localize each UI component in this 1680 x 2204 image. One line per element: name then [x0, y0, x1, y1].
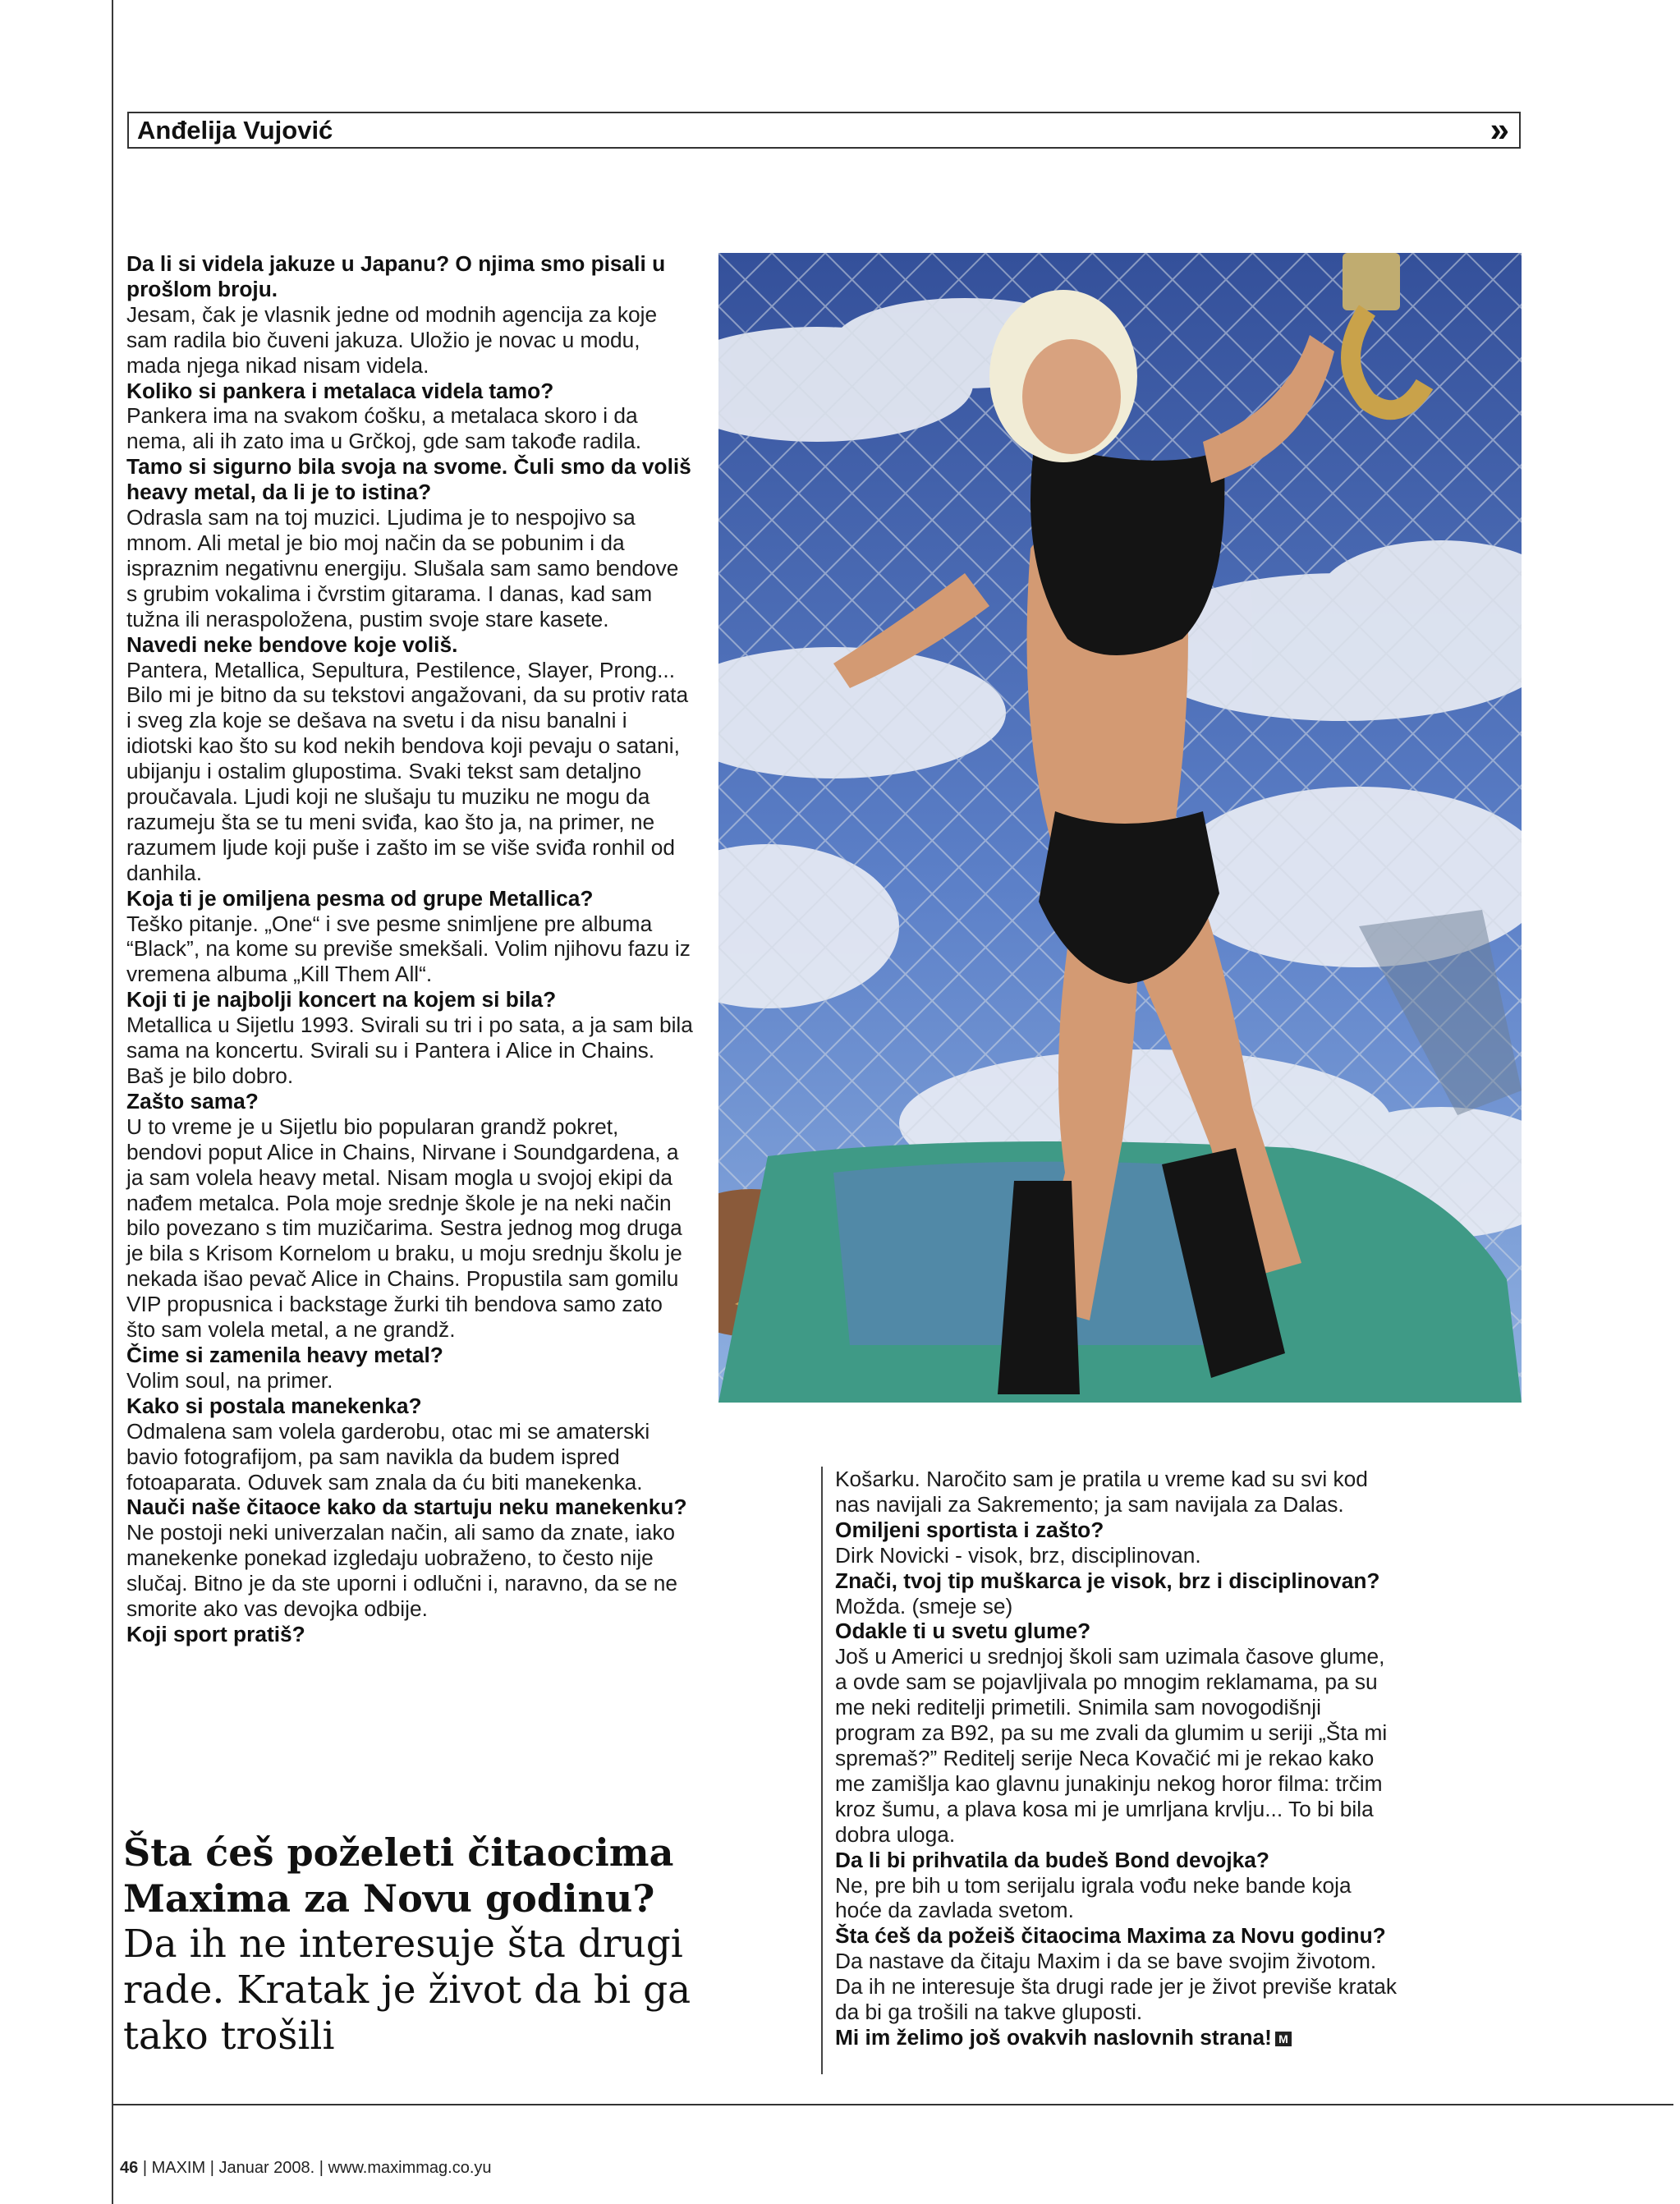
- folio: [120, 2158, 492, 2178]
- left-text-column: [126, 251, 693, 1647]
- interview-question: Navedi neke bendove koje voliš.: [126, 631, 458, 657]
- interview-question: Čime si zamenila heavy metal?: [126, 1342, 443, 1367]
- interview-question: Nauči naše čitaoce kako da startuju neku manekenku?: [126, 1495, 687, 1520]
- interview-answer: Teško pitanje. „One“ i sve pesme snimljene pre albuma “Black”, na kome su previše smekšali. Volim njihovu fazu iz vremena albuma „Kill Them All“.: [126, 911, 691, 987]
- interview-question: Zašto sama?: [126, 1088, 259, 1113]
- interview-question: Koliko si pankera i metalaca videla tamo?: [126, 378, 554, 403]
- interview-question: Omiljeni sportista i zašto?: [835, 1517, 1104, 1542]
- issue-date: Januar 2008.: [218, 2159, 315, 2177]
- interview-answer: Možda. (smeje se): [835, 1593, 1013, 1619]
- folio-sep: |: [142, 2159, 152, 2177]
- page-number: 46: [120, 2159, 139, 2177]
- interview-answer: Ne, pre bih u tom serijalu igrala vođu neke bande koja hoće da zavlada svetom.: [835, 1872, 1352, 1923]
- pullquote: [123, 1830, 698, 2059]
- right-text-column: [835, 1467, 1402, 2050]
- interview-question: Koja ti je omiljena pesma od grupe Metallica?: [126, 885, 594, 911]
- page-margin-rule: [112, 0, 113, 2204]
- interview-answer: Pantera, Metallica, Sepultura, Pestilence, Slayer, Prong... Bilo mi je bitno da su tekstovi angažovani, da su protiv rata i sveg zla koje se dešava na svetu i da nisu banalni i idiotski kao što su kod nekih bendova koji pevaju o satani, ubijanju i ostalim glupostima. Svaki tekst sam detaljno proučavala. Ljudi koji ne slušaju tu muziku ne mogu da razumeju šta se tu meni sviđa, kao što ja, na primer, ne razumem ljude koji puše i zašto im se više sviđa ronhil od danhila.: [126, 657, 689, 885]
- interview-answer: Da nastave da čitaju Maxim i da se bave svojim životom. Da ih ne interesuje šta drugi rade jer je život previše kratak da bi ga trošili na takve gluposti.: [835, 1949, 1398, 2025]
- closing-line: [835, 2025, 1402, 2050]
- interview-question: Odakle ti u svetu glume?: [835, 1619, 1091, 1644]
- article-header-bar: [127, 112, 1521, 149]
- footer-rule: [113, 2104, 1673, 2105]
- interview-answer: Jesam, čak je vlasnik jedne od modnih agencija za koje sam radila bio čuveni jakuza. Uložio je novac u modu, mada njega nikad nisam videla.: [126, 301, 658, 378]
- interview-answer: Ne postoji neki univerzalan način, ali samo da znate, iako manekenke ponekad izgledaju uobraženo, to često nije slučaj. Bitno je da ste uporni i odlučni i, naravno, da se ne smorite ako vas devojka odbije.: [126, 1520, 677, 1622]
- interview-answer: Košarku. Naročito sam je pratila u vreme kad su svi kod nas navijali za Sakremento; ja sam navijala za Dalas.: [835, 1467, 1368, 1517]
- continue-chevron-icon: »: [1490, 110, 1509, 149]
- interview-answer: Odmalena sam volela garderobu, otac mi se amaterski bavio fotografijom, pa sam navikla da budem ispred fotoaparata. Oduvek sam znala da ću biti manekenka.: [126, 1418, 650, 1495]
- folio-sep: |: [209, 2159, 219, 2177]
- interview-question: Znači, tvoj tip muškarca je visok, brz i disciplinovan?: [835, 1568, 1380, 1593]
- interview-question: Šta ćeš da požeiš čitaocima Maxima za Novu godinu?: [835, 1923, 1386, 1949]
- magazine-url: www.maximmag.co.yu: [328, 2159, 492, 2177]
- interview-answer: U to vreme je u Sijetlu bio popularan grandž pokret, bendovi poput Alice in Chains, Nirvane i Soundgardena, a ja sam volela heavy metal. Nisam mogla u svojoj ekipi da nađem metalca. Pola moje srednje škole je na neki način bilo povezano s tim muzičarima. Sestra jednog mog druga je bila s Krisom Kornelom u braku, u moju srednju školu je nekada išao pevač Alice in Chains. Propustila sam gomilu VIP propusnica i backstage žurki tih bendova samo zato što sam volela metal, a ne grandž.: [126, 1113, 682, 1343]
- interview-question: Tamo si sigurno bila svoja na svome. Čuli smo da voliš heavy metal, da li je to istina?: [126, 454, 691, 505]
- interview-answer: Dirk Novicki - visok, brz, disciplinovan.: [835, 1542, 1201, 1568]
- interview-answer: Odrasla sam na toj muzici. Ljudima je to nespojivo sa mnom. Ali metal je bio moj način da se pobunim i da ispraznim negativnu energiju. Slušala sam samo bendove s grubim vokalima i čvrstim gitarama. I danas, kad sam tužna ili neraspoložena, pustim svoje stare kasete.: [126, 505, 679, 631]
- photo-illustration: [718, 253, 1522, 1403]
- interview-answer: Volim soul, na primer.: [126, 1367, 333, 1393]
- interview-question: Kako si postala manekenka?: [126, 1393, 422, 1418]
- interview-answer: Još u Americi u srednjoj školi sam uzimala časove glume, a ovde sam se pojavljivala po mnogim reklamama, pa su me neki reditelji primetili. Snimila sam novogodišnji program za B92, pa su me zvali da glumim u seriji „Šta mi spremaš?” Reditelj serije Neca Kovačić mi je rekao kako me zamišlja kao glavnu junakinju nekog horor filma: trčim kroz šumu, a plava kosa mi je umrljana krvlju... To bi bila dobra uloga.: [835, 1644, 1388, 1847]
- interview-question: Koji sport pratiš?: [126, 1621, 305, 1646]
- magazine-name: MAXIM: [151, 2159, 206, 2177]
- folio-sep: |: [319, 2159, 328, 2177]
- interview-question: Koji ti je najbolji koncert na kojem si bila?: [126, 987, 557, 1012]
- interview-question: Da li si videla jakuze u Japanu? O njima smo pisali u prošlom broju.: [126, 251, 666, 301]
- right-column-rule: [821, 1467, 823, 2074]
- pullquote-answer: Da ih ne interesuje šta drugi rade. Kratak je život da bi ga tako trošili: [123, 1922, 691, 2059]
- interviewee-name: Anđelija Vujović: [137, 116, 333, 145]
- model-photo: [718, 253, 1522, 1403]
- pullquote-question: Šta ćeš poželeti čitaocima Maxima za Novu godinu?: [123, 1830, 674, 1921]
- closing-line-text: Mi im želimo još ovakvih naslovnih strana!: [835, 2024, 1272, 2050]
- interview-question: Da li bi prihvatila da budeš Bond devojka?: [835, 1847, 1269, 1872]
- end-mark-icon: M: [1275, 2032, 1292, 2046]
- interview-answer: Pankera ima na svakom ćošku, a metalaca skoro i da nema, ali ih zato ima u Grčkoj, gde sam takođe radila.: [126, 403, 642, 454]
- interview-answer: Metallica u Sijetlu 1993. Svirali su tri i po sata, a ja sam bila sama na koncertu. Svirali su i Pantera i Alice in Chains. Baš je bilo dobro.: [126, 1012, 693, 1088]
